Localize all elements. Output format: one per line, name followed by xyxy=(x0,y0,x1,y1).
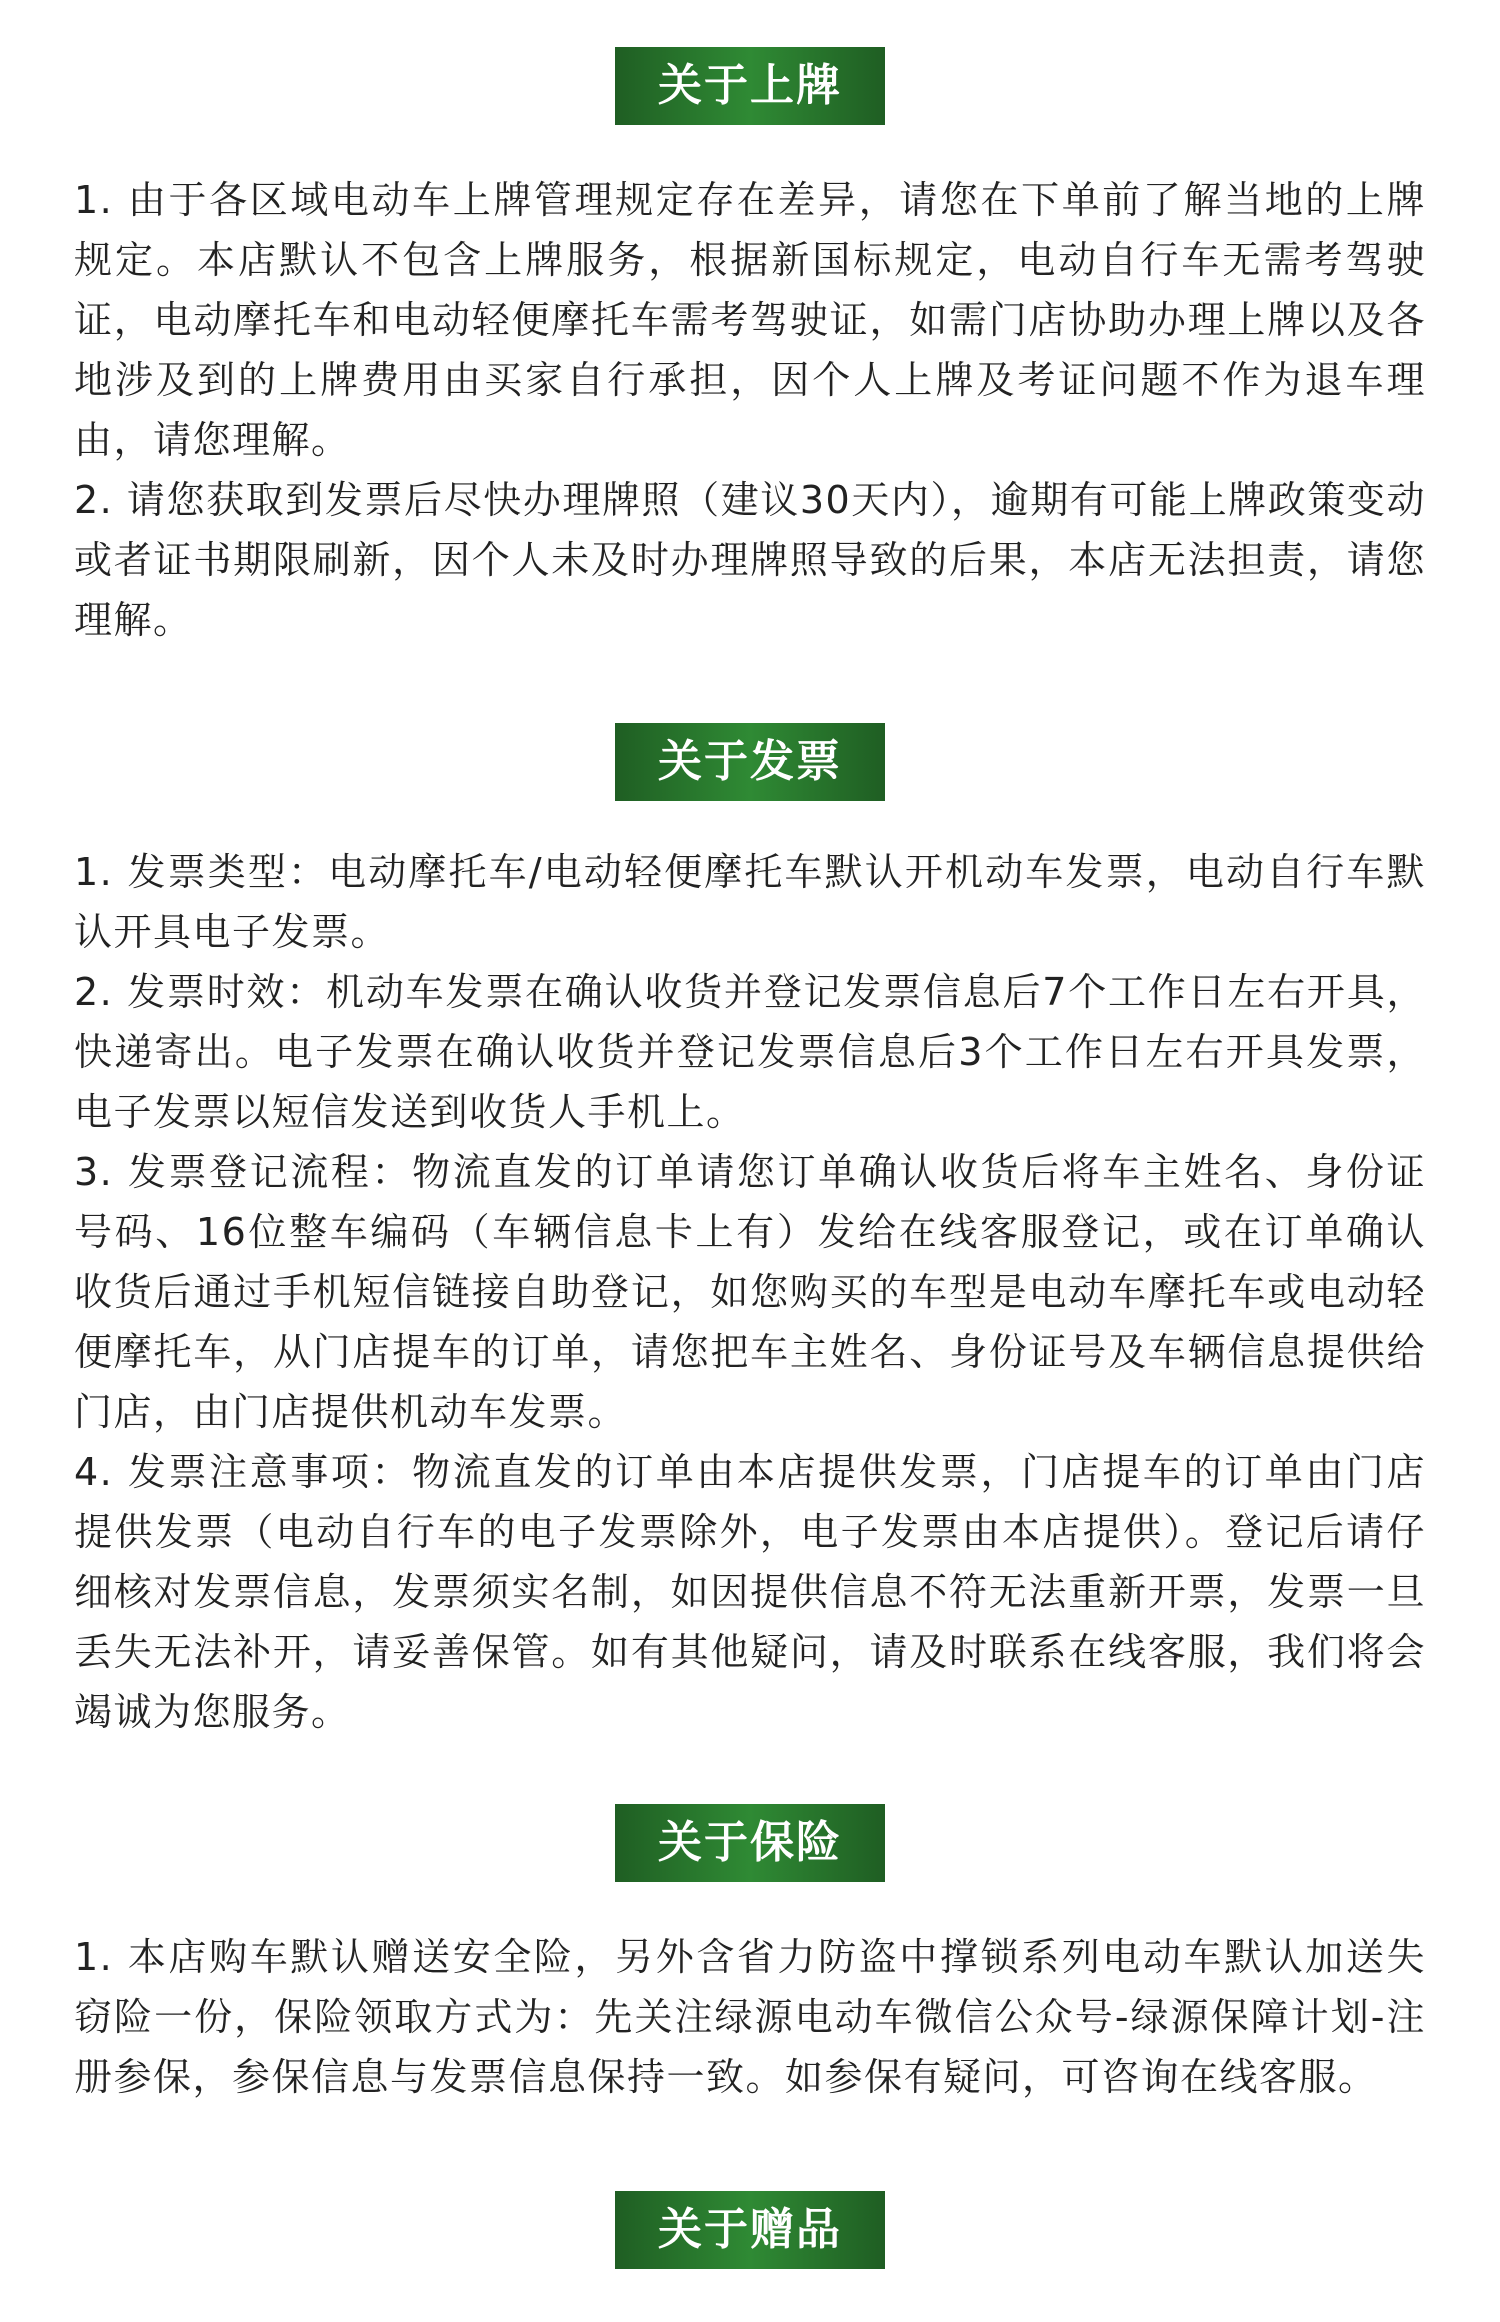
section-body-license-plate xyxy=(74,170,1426,650)
license-plate-paragraph-2: 2. 请您获取到发票后尽快办理牌照（建议30天内），逾期有可能上牌政策变动或者证书期限刷新，因个人未及时办理牌照导致的后果，本店无法担责，请您理解。 xyxy=(74,478,1426,642)
invoice-paragraph-1: 1. 发票类型：电动摩托车/电动轻便摩托车默认开机动车发票，电动自行车默认开具电子发票。 xyxy=(74,850,1426,954)
license-plate-paragraph-1: 1. 由于各区域电动车上牌管理规定存在差异，请您在下单前了解当地的上牌规定。本店默认不包含上牌服务，根据新国标规定，电动自行车无需考驾驶证，电动摩托车和电动轻便摩托车需考驾驶证，如需门店协助办理上牌以及各地涉及到的上牌费用由买家自行承担，因个人上牌及考证问题不作为退车理由，请您理解。 xyxy=(74,178,1426,462)
section-heading-license-plate: 关于上牌 xyxy=(615,47,885,125)
section-body-insurance xyxy=(74,1927,1426,2107)
section-body-invoice xyxy=(74,842,1426,1742)
section-heading-gifts: 关于赠品 xyxy=(615,2191,885,2269)
insurance-paragraph-1: 1. 本店购车默认赠送安全险，另外含省力防盗中撑锁系列电动车默认加送失窃险一份，保险领取方式为：先关注绿源电动车微信公众号-绿源保障计划-注册参保，参保信息与发票信息保持一致。如参保有疑问，可咨询在线客服。 xyxy=(74,1935,1426,2099)
invoice-paragraph-3: 3. 发票登记流程：物流直发的订单请您订单确认收货后将车主姓名、身份证号码、16位整车编码（车辆信息卡上有）发给在线客服登记，或在订单确认收货后通过手机短信链接自助登记，如您购买的车型是电动车摩托车或电动轻便摩托车，从门店提车的订单，请您把车主姓名、身份证号及车辆信息提供给门店，由门店提供机动车发票。 xyxy=(74,1150,1426,1434)
section-heading-invoice: 关于发票 xyxy=(615,723,885,801)
section-heading-insurance: 关于保险 xyxy=(615,1804,885,1882)
invoice-paragraph-4: 4. 发票注意事项：物流直发的订单由本店提供发票，门店提车的订单由门店提供发票（电动自行车的电子发票除外，电子发票由本店提供）。登记后请仔细核对发票信息，发票须实名制，如因提供信息不符无法重新开票，发票一旦丢失无法补开，请妥善保管。如有其他疑问，请及时联系在线客服，我们将会竭诚为您服务。 xyxy=(74,1450,1426,1734)
invoice-paragraph-2: 2. 发票时效：机动车发票在确认收货并登记发票信息后7个工作日左右开具，快递寄出。电子发票在确认收货并登记发票信息后3个工作日左右开具发票，电子发票以短信发送到收货人手机上。 xyxy=(74,970,1426,1134)
